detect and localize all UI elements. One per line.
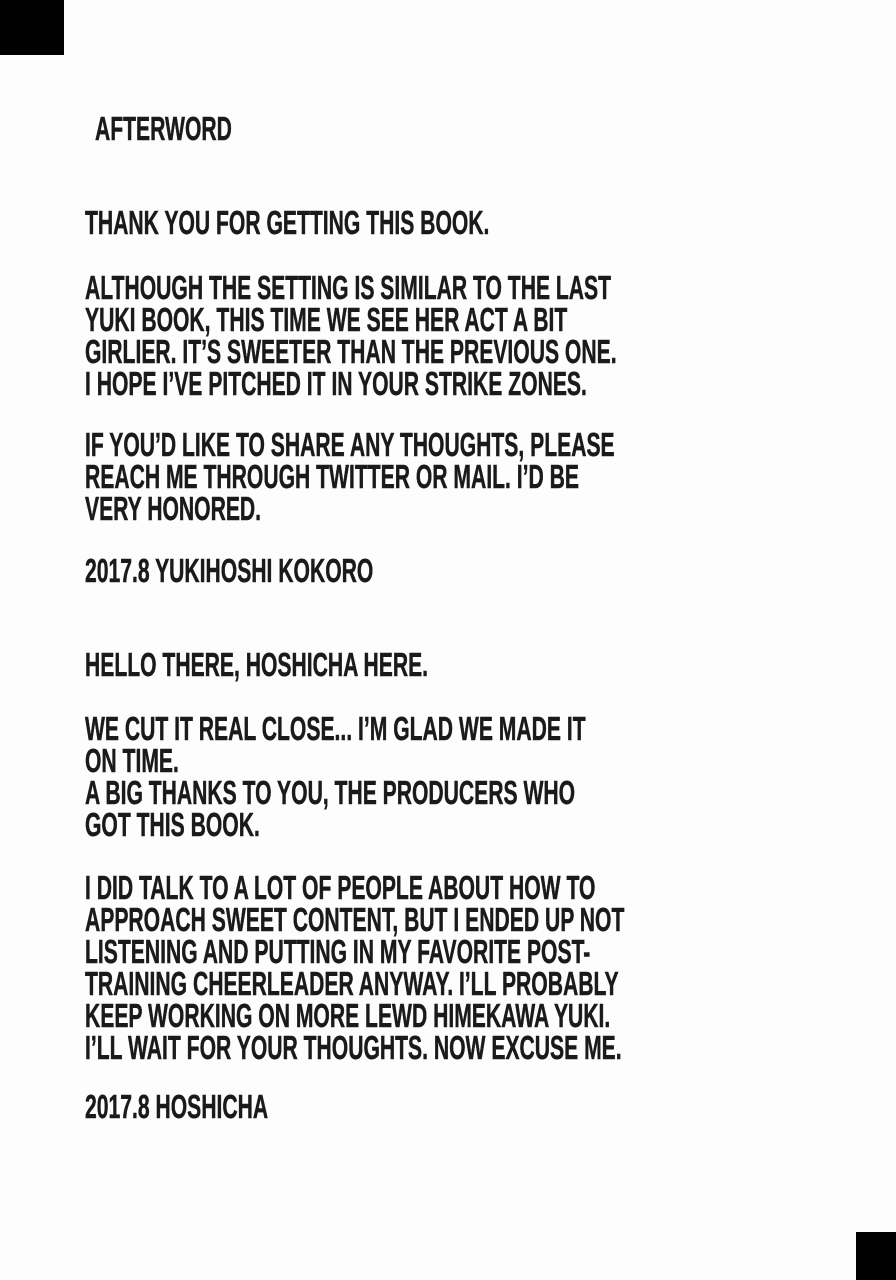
text-line: VERY HONORED.: [85, 490, 262, 527]
text-line: I’LL WAIT FOR YOUR THOUGHTS. NOW EXCUSE ME.: [85, 1029, 622, 1066]
text-line: ON TIME.: [85, 742, 179, 779]
text-line: I DID TALK TO A LOT OF PEOPLE ABOUT HOW TO: [85, 869, 596, 906]
text-line: YUKI BOOK, THIS TIME WE SEE HER ACT A BIT: [85, 301, 568, 338]
afterword-title: [95, 110, 232, 147]
paragraph-share-thoughts: [85, 426, 615, 527]
text-line: REACH ME THROUGH TWITTER OR MAIL. I’D BE: [85, 458, 579, 495]
scan-corner-top-left: [0, 0, 64, 55]
signature-yukihoshi-kokoro: [85, 552, 374, 589]
paragraph-setting: [85, 269, 617, 402]
text-line: WE CUT IT REAL CLOSE... I’M GLAD WE MADE IT: [85, 710, 586, 747]
text-line: IF YOU’D LIKE TO SHARE ANY THOUGHTS, PLEASE: [85, 426, 615, 463]
text-line: GOT THIS BOOK.: [85, 806, 260, 843]
signature-hoshicha: [85, 1088, 269, 1125]
paragraph-hello-hoshicha: [85, 646, 429, 683]
scan-corner-bottom-right: [856, 1232, 896, 1280]
text-line: LISTENING AND PUTTING IN MY FAVORITE POST-: [85, 933, 591, 970]
title-text: AFTERWORD: [95, 110, 232, 147]
text-line: ALTHOUGH THE SETTING IS SIMILAR TO THE LAST: [85, 269, 612, 306]
text-line: I HOPE I’VE PITCHED IT IN YOUR STRIKE ZONES.: [85, 365, 587, 402]
paragraph-sweet-content: [85, 869, 625, 1066]
text-line: TRAINING CHEERLEADER ANYWAY. I’LL PROBABLY: [85, 965, 619, 1002]
paragraph-cut-it-close: [85, 710, 586, 843]
text-line: GIRLIER. IT’S SWEETER THAN THE PREVIOUS ONE.: [85, 333, 617, 370]
signature-text: 2017.8 YUKIHOSHI KOKORO: [85, 552, 374, 589]
signature-text: 2017.8 HOSHICHA: [85, 1088, 269, 1125]
text-line: A BIG THANKS TO YOU, THE PRODUCERS WHO: [85, 774, 576, 811]
paragraph-thank-you: [85, 204, 490, 241]
text-line: KEEP WORKING ON MORE LEWD HIMEKAWA YUKI.: [85, 997, 611, 1034]
text-line: HELLO THERE, HOSHICHA HERE.: [85, 646, 429, 683]
text-line: THANK YOU FOR GETTING THIS BOOK.: [85, 204, 490, 241]
text-line: APPROACH SWEET CONTENT, BUT I ENDED UP NOT: [85, 901, 625, 938]
